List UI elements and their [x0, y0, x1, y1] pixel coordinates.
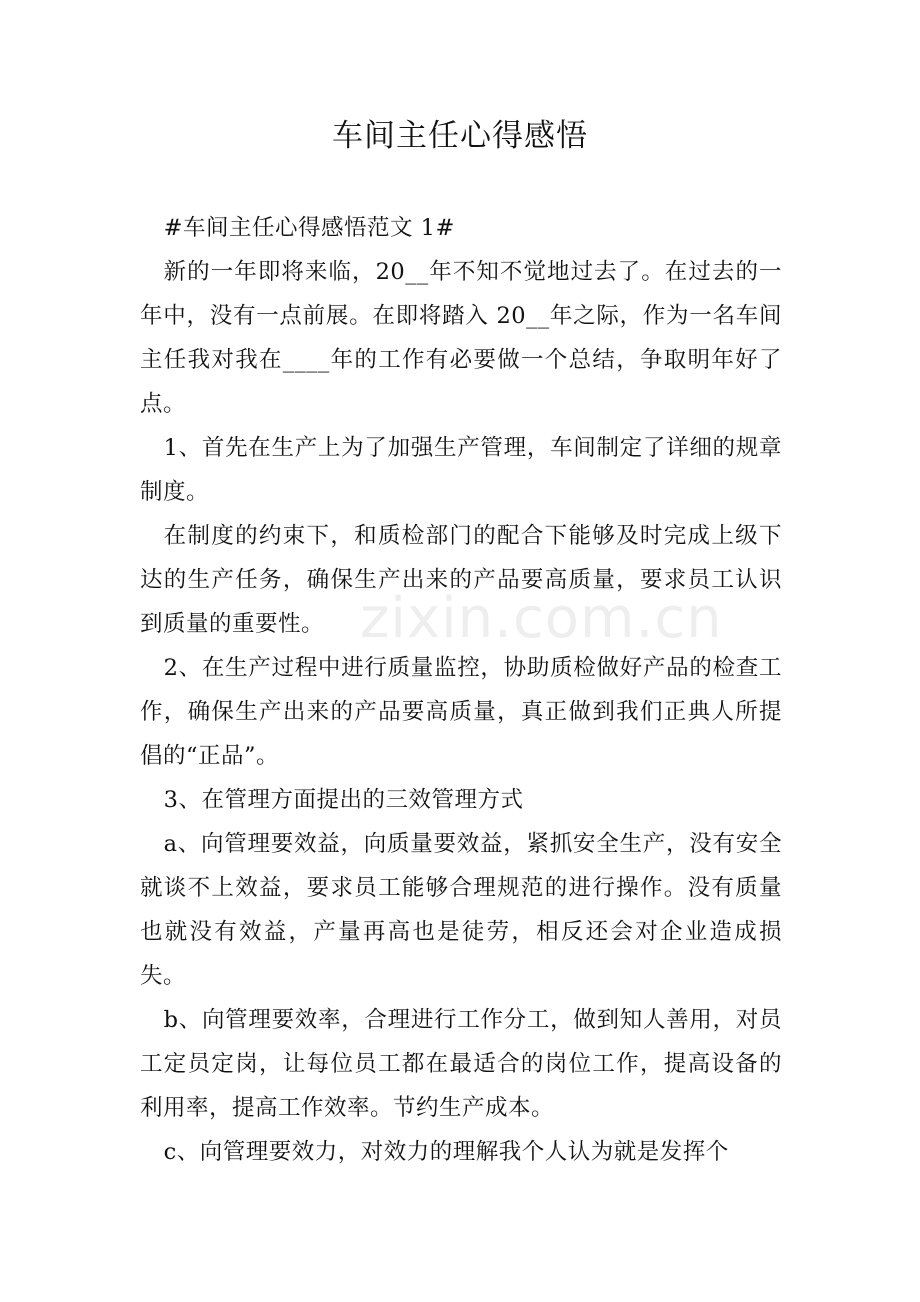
paragraph-point-3a: a、向管理要效益，向质量要效益，紧抓安全生产，没有安全就谈不上效益，要求员工能够合理规范的进行操作。没有质量也就没有效益，产量再高也是徒劳，相反还会对企业造成损失。: [140, 831, 782, 989]
paragraph-point-1-detail: 在制度的约束下，和质检部门的配合下能够及时完成上级下达的生产任务，确保生产出来的产品要高质量，要求员工认识到质量的重要性。: [140, 523, 782, 637]
document-title: 车间主任心得感悟: [332, 118, 588, 154]
paragraph-point-2: 2、在生产过程中进行质量监控，协助质检做好产品的检查工作，确保生产出来的产品要高质量，真正做到我们正典人所提倡的“正品”。: [140, 655, 782, 769]
paragraph-point-3c: c、向管理要效力，对效力的理解我个人认为就是发挥个: [163, 1139, 729, 1165]
paragraph-point-3b: b、向管理要效率，合理进行工作分工，做到知人善用，对员工定员定岗，让每位员工都在最适合的岗位工作，提高设备的利用率，提高工作效率。节约生产成本。: [140, 1007, 782, 1121]
paragraph-point-3: 3、在管理方面提出的三效管理方式: [163, 787, 524, 813]
paragraph-intro: 新的一年即将来临，20__年不知不觉地过去了。在过去的一年中，没有一点前展。在即将踏入 20__年之际，作为一名车间主任我对我在____年的工作有必要做一个总结，争取明年好了点。: [140, 259, 782, 417]
section-heading: #车间主任心得感悟范文 1#: [163, 215, 455, 241]
document-body: [140, 206, 782, 1174]
paragraph-point-1: 1、首先在生产上为了加强生产管理，车间制定了详细的规章制度。: [140, 435, 782, 505]
watermark: zixin.com.cn: [360, 586, 723, 651]
